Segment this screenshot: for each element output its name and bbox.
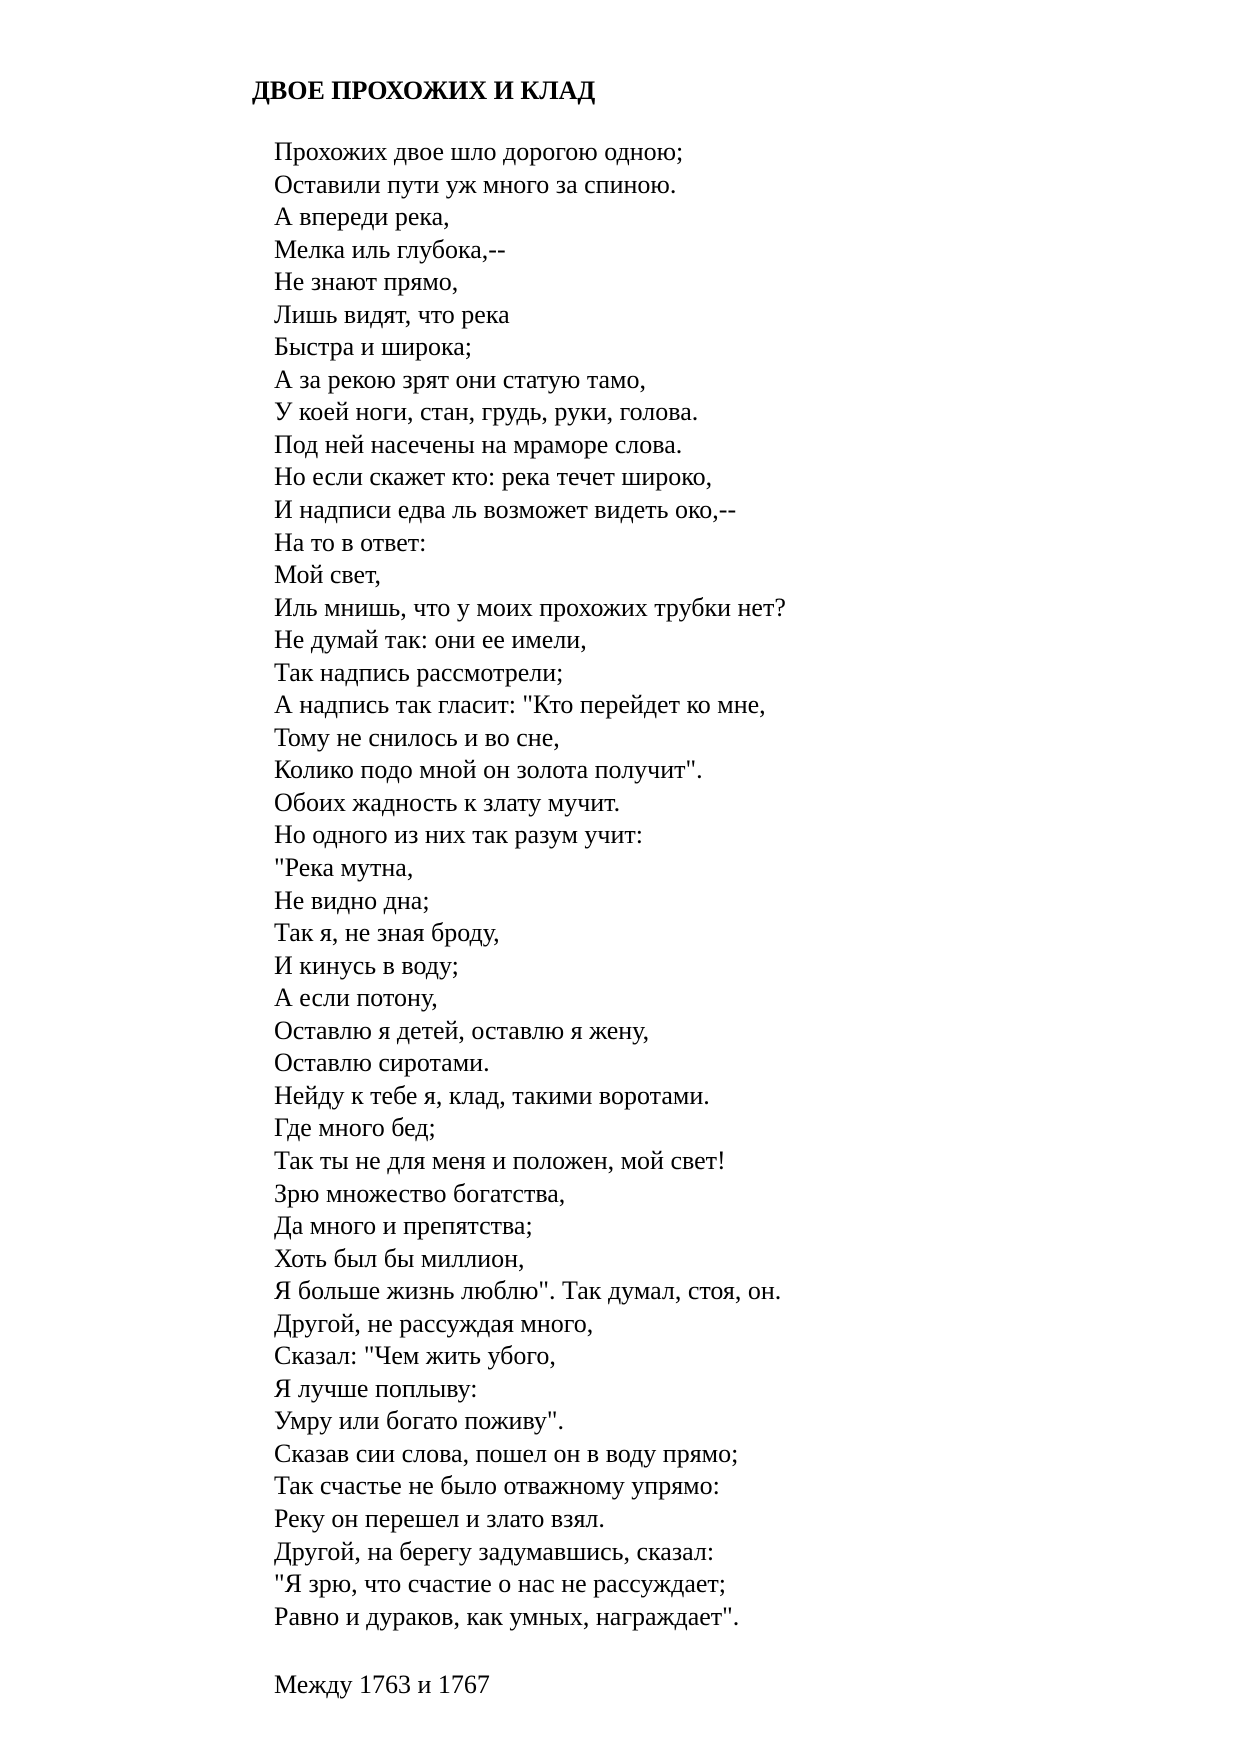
poem-title: ДВОЕ ПРОХОЖИХ И КЛАД [252, 76, 596, 105]
poem-line: Так ты не для меня и положен, мой свет! [274, 1145, 726, 1175]
poem-line: Да много и препятства; [274, 1211, 533, 1241]
poem-line: Не знают прямо, [274, 267, 459, 297]
poem-line: Равно и дураков, как умных, награждает". [274, 1601, 740, 1631]
poem-line: Оставлю сиротами. [274, 1048, 490, 1078]
poem-line: Обоих жадность к злату мучит. [274, 787, 621, 817]
poem-line: Мелка иль глубока,-- [274, 234, 506, 264]
poem-line: Колико подо мной он золота получит". [274, 755, 703, 785]
poem-line: Так я, не зная броду, [274, 918, 500, 948]
poem-line: Прохожих двое шло дорогою одною; [274, 137, 684, 166]
poem-line: Зрю множество богатства, [274, 1178, 566, 1208]
poem-line: Так счастье не было отважному упрямо: [274, 1471, 720, 1501]
poem-line: Реку он перешел и злато взял. [274, 1503, 605, 1533]
poem-line: И надписи едва ль возможет видеть око,-- [274, 495, 737, 525]
poem-line: "Я зрю, что счастие о нас не рассуждает; [274, 1569, 726, 1599]
poem-line: Сказав сии слова, пошел он в воду прямо; [274, 1438, 739, 1468]
poem-line: Хоть был бы миллион, [274, 1243, 525, 1273]
poem-line: Мой свет, [274, 560, 381, 590]
poem-line: Так надпись рассмотрели; [274, 657, 564, 687]
poem-line: А надпись так гласит: "Кто перейдет ко мне, [274, 690, 766, 720]
poem-line: Нейду к тебе я, клад, такими воротами. [274, 1080, 710, 1110]
poem-line: Умру или богато поживу". [274, 1406, 564, 1436]
poem-line: Оставили пути уж много за спиною. [274, 169, 677, 199]
poem-line: На то в ответ: [274, 527, 427, 557]
poem-line: Где много бед; [274, 1113, 436, 1143]
poem-body [274, 136, 786, 1633]
poem-date: Между 1763 и 1767 [274, 1670, 490, 1699]
poem-line: Я больше жизнь люблю". Так думал, стоя, он. [274, 1276, 782, 1306]
poem-line: Иль мнишь, что у моих прохожих трубки нет? [274, 592, 786, 622]
poem-line: Но одного из них так разум учит: [274, 820, 644, 850]
poem-line: Другой, на берегу задумавшись, сказал: [274, 1536, 715, 1566]
poem-line: Под ней насечены на мраморе слова. [274, 429, 683, 459]
poem-line: Я лучше поплыву: [274, 1373, 478, 1403]
poem-line: А впереди река, [274, 202, 450, 232]
poem-line: Сказал: "Чем жить убого, [274, 1341, 556, 1371]
poem-line: И кинусь в воду; [274, 950, 459, 980]
poem-line: А если потону, [274, 983, 438, 1013]
poem-line: Лишь видят, что река [274, 299, 510, 329]
poem-line: Тому не снилось и во сне, [274, 722, 560, 752]
poem-line: Не думай так: они ее имели, [274, 625, 587, 655]
poem-line: Быстра и широка; [274, 332, 473, 362]
poem-line: Не видно дна; [274, 885, 430, 915]
poem-line: Но если скажет кто: река течет широко, [274, 462, 713, 492]
poem-line: Оставлю я детей, оставлю я жену, [274, 1015, 650, 1045]
poem-line: А за рекою зрят они статую тамо, [274, 364, 646, 394]
poem-line: Другой, не рассуждая много, [274, 1308, 594, 1338]
poem-line: "Река мутна, [274, 853, 414, 883]
poem-line: У коей ноги, стан, грудь, руки, голова. [274, 397, 699, 427]
